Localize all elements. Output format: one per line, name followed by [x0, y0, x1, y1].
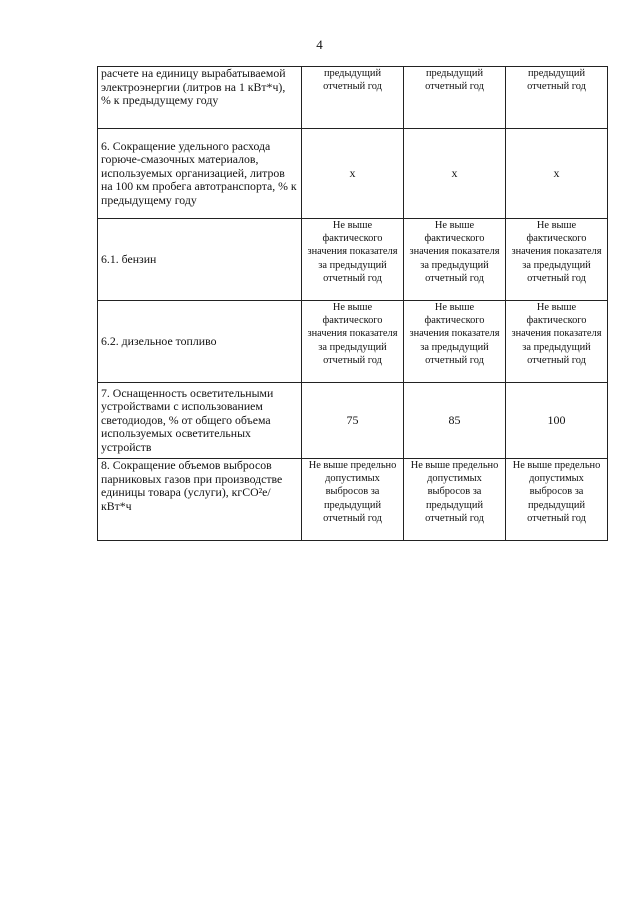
row-value: Не выше фактического значения показателя за предыдущий отчетный год — [506, 301, 608, 383]
row-value: х — [302, 129, 404, 219]
row-value: Не выше фактического значения показателя за предыдущий отчетный год — [404, 219, 506, 301]
row-value: Не выше предельно допустимых выбросов за предыдущий отчетный год — [302, 459, 404, 541]
row-label: расчете на единицу вырабатываемой электроэнергии (литров на 1 кВт*ч), % к предыдущему году — [98, 67, 302, 129]
table-row — [98, 67, 608, 129]
row-value: Не выше фактического значения показателя за предыдущий отчетный год — [302, 301, 404, 383]
indicators-table — [97, 66, 608, 541]
row-label: 6. Сокращение удельного расхода горюче-смазочных материалов, используемых организацией, литров на 100 км пробега автотранспорта, % к предыдущему году — [98, 129, 302, 219]
row-value: Не выше фактического значения показателя за предыдущий отчетный год — [506, 219, 608, 301]
row-value: предыдущий отчетный год — [302, 67, 404, 129]
row-value: Не выше фактического значения показателя за предыдущий отчетный год — [302, 219, 404, 301]
row-label: 6.1. бензин — [98, 219, 302, 301]
table-row — [98, 129, 608, 219]
row-value: 100 — [506, 383, 608, 459]
table-row — [98, 301, 608, 383]
row-value: х — [506, 129, 608, 219]
row-value: Не выше предельно допустимых выбросов за предыдущий отчетный год — [506, 459, 608, 541]
row-value: предыдущий отчетный год — [506, 67, 608, 129]
page-number: 4 — [316, 37, 323, 52]
row-value: 75 — [302, 383, 404, 459]
row-value: х — [404, 129, 506, 219]
table-row — [98, 459, 608, 541]
table-row — [98, 383, 608, 459]
row-label: 7. Оснащенность осветительными устройствами с использованием светодиодов, % от общего объема используемых осветительных устройств — [98, 383, 302, 459]
row-value: 85 — [404, 383, 506, 459]
row-value: предыдущий отчетный год — [404, 67, 506, 129]
row-value: Не выше предельно допустимых выбросов за предыдущий отчетный год — [404, 459, 506, 541]
row-label: 8. Сокращение объемов выбросов парниковых газов при производстве единицы товара (услуги), кгСО²е/кВт*ч — [98, 459, 302, 541]
table-row — [98, 219, 608, 301]
row-value: Не выше фактического значения показателя за предыдущий отчетный год — [404, 301, 506, 383]
row-label: 6.2. дизельное топливо — [98, 301, 302, 383]
